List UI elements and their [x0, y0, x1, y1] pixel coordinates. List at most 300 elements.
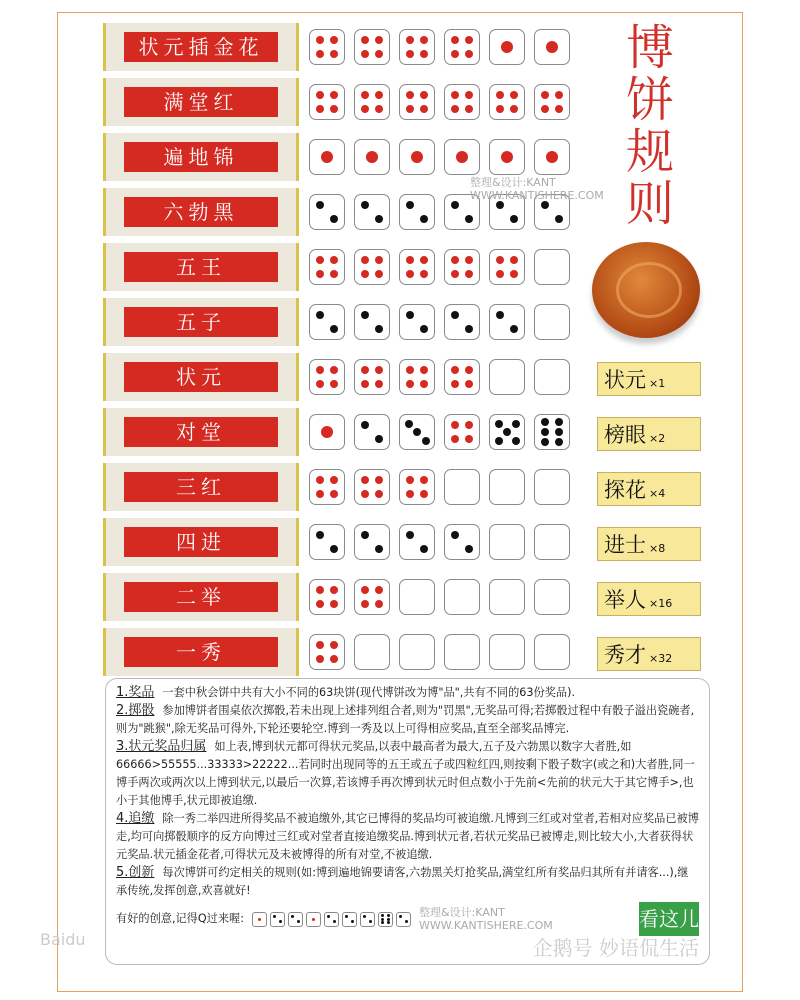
watermark-top	[470, 176, 604, 202]
die-blank-icon	[534, 359, 570, 395]
die-face-4-icon	[309, 359, 345, 395]
pip	[316, 36, 324, 44]
rule-heading: 2.掷骰	[116, 703, 155, 718]
pip	[510, 91, 518, 99]
pip	[406, 201, 414, 209]
combination-name: 遍地锦	[124, 142, 278, 172]
pip	[451, 91, 459, 99]
pip	[405, 920, 408, 923]
combination-row	[103, 406, 583, 458]
pip	[375, 490, 383, 498]
pip	[451, 366, 459, 374]
pip	[512, 437, 520, 445]
pip	[330, 50, 338, 58]
pip	[375, 105, 383, 113]
pip	[316, 655, 324, 663]
pip	[510, 325, 518, 333]
pip	[546, 151, 558, 163]
rule-heading: 4.追缴	[116, 811, 155, 826]
die-face-2-icon	[354, 524, 390, 560]
die-face-4-icon	[309, 84, 345, 120]
pip	[361, 91, 369, 99]
dice-set	[309, 469, 570, 505]
dice-set	[309, 249, 570, 285]
pip	[422, 437, 430, 445]
pip	[297, 920, 300, 923]
die-face-2-icon	[309, 194, 345, 230]
combination-row	[103, 241, 583, 293]
rule-text: 一套中秋会饼中共有大小不同的63块饼(现代博饼改为博"品",共有不同的63份奖品).	[162, 686, 576, 699]
pip	[316, 380, 324, 388]
pip	[555, 91, 563, 99]
rule-text: 除一秀二举四进所得奖品不被追缴外,其它已博得的奖品均可被追缴.凡博到三红或对堂者,若相对应奖品已被博走,均可向掷骰顺序的反方向博过三红或对堂者直接追缴奖品.博到状元者,若状元奖品已被博走,则比较大小,大者获得状元奖品.状元插金花者,可得状元及未被博得的所有对堂,不被追缴.	[116, 812, 699, 861]
pip	[541, 428, 549, 436]
prize-count: ×2	[649, 432, 666, 445]
pip	[361, 201, 369, 209]
die-face-1-icon	[534, 139, 570, 175]
pip	[405, 420, 413, 428]
pip	[451, 36, 459, 44]
die-face-2-icon	[354, 304, 390, 340]
pip	[375, 600, 383, 608]
watermark-bottom	[419, 906, 553, 932]
die-blank-icon	[534, 249, 570, 285]
rule-text: 每次博饼可约定相关的规则(如:博到遍地锦要请客,六勃黑关灯抢奖品,满堂红所有奖品归其所有并请客...),继承传统,发挥创意,欢喜就好!	[116, 866, 689, 897]
pip	[465, 380, 473, 388]
pip	[451, 531, 459, 539]
pip	[291, 915, 294, 918]
rule-paragraph	[116, 684, 699, 702]
die-face-2-icon	[324, 912, 339, 927]
pip	[375, 545, 383, 553]
die-face-4-icon	[489, 249, 525, 285]
die-face-2-icon	[309, 524, 345, 560]
scroll-label	[103, 463, 299, 511]
die-face-4-icon	[309, 579, 345, 615]
watermark-design-bottom: 整理&设计:KANT	[419, 906, 505, 919]
footer-text: 有好的创意,记得Q过来喔:	[116, 912, 245, 925]
pip	[420, 325, 428, 333]
pip	[375, 325, 383, 333]
die-face-2-icon	[396, 912, 411, 927]
pip	[420, 36, 428, 44]
rule-paragraph	[116, 738, 699, 810]
pip	[330, 256, 338, 264]
die-face-4-icon	[354, 469, 390, 505]
die-face-4-icon	[399, 84, 435, 120]
die-face-2-icon	[489, 304, 525, 340]
dice-set	[309, 524, 570, 560]
pip	[361, 366, 369, 374]
pip	[451, 50, 459, 58]
pip	[387, 914, 390, 917]
pip	[546, 41, 558, 53]
die-face-6-icon	[378, 912, 393, 927]
rule-heading: 3.状元奖品归属	[116, 739, 207, 754]
pip	[361, 476, 369, 484]
pip	[273, 915, 276, 918]
pip	[312, 918, 315, 921]
pip	[330, 641, 338, 649]
pip	[361, 256, 369, 264]
pip	[496, 256, 504, 264]
pip	[420, 270, 428, 278]
combination-row	[103, 76, 583, 128]
pip	[375, 256, 383, 264]
pip	[501, 151, 513, 163]
die-face-4-icon	[354, 359, 390, 395]
pip	[451, 105, 459, 113]
combination-row	[103, 351, 583, 403]
die-face-2-icon	[270, 912, 285, 927]
pip	[406, 490, 414, 498]
pip	[420, 105, 428, 113]
pip	[465, 215, 473, 223]
scroll-label	[103, 573, 299, 621]
pip	[413, 428, 421, 436]
combination-name: 五王	[124, 252, 278, 282]
combination-row	[103, 296, 583, 348]
prize-badge	[597, 417, 701, 451]
die-blank-icon	[489, 634, 525, 670]
pip	[541, 438, 549, 446]
pip	[330, 476, 338, 484]
pip	[316, 476, 324, 484]
pip	[541, 91, 549, 99]
dice-set	[309, 414, 570, 450]
prize-badge	[597, 472, 701, 506]
pip	[361, 490, 369, 498]
pip	[375, 270, 383, 278]
pip	[406, 380, 414, 388]
pip	[330, 586, 338, 594]
scroll-label	[103, 628, 299, 676]
die-face-3-icon	[399, 414, 435, 450]
pip	[361, 311, 369, 319]
scroll-label	[103, 188, 299, 236]
watermark-qq: 企鹅号 妙语侃生活	[532, 936, 699, 960]
die-face-2-icon	[399, 524, 435, 560]
die-face-4-icon	[309, 634, 345, 670]
pip	[451, 311, 459, 319]
pip	[496, 91, 504, 99]
combination-name: 一秀	[124, 637, 278, 667]
pip	[503, 428, 511, 436]
die-face-4-icon	[354, 579, 390, 615]
prize-count: ×16	[649, 597, 673, 610]
pip	[510, 270, 518, 278]
watermark-design: 整理&设计:KANT	[470, 176, 556, 189]
pip	[496, 105, 504, 113]
footer-line	[116, 902, 699, 936]
pip	[381, 914, 384, 917]
die-blank-icon	[444, 579, 480, 615]
pip	[420, 256, 428, 264]
pip	[321, 151, 333, 163]
pip	[387, 918, 390, 921]
combination-name: 二举	[124, 582, 278, 612]
pip	[406, 270, 414, 278]
pip	[316, 256, 324, 264]
pip	[420, 91, 428, 99]
combination-row	[103, 516, 583, 568]
die-face-4-icon	[444, 84, 480, 120]
pip	[406, 50, 414, 58]
die-face-4-icon	[354, 84, 390, 120]
scroll-label	[103, 298, 299, 346]
pip	[333, 920, 336, 923]
dice-set	[309, 359, 570, 395]
dice-set	[309, 304, 570, 340]
pip	[465, 325, 473, 333]
prize-count: ×8	[649, 542, 666, 555]
die-face-2-icon	[444, 524, 480, 560]
pip	[361, 600, 369, 608]
pip	[420, 490, 428, 498]
die-face-4-icon	[399, 249, 435, 285]
pip	[361, 586, 369, 594]
prize-name: 探花	[604, 478, 646, 502]
pip	[465, 545, 473, 553]
pip	[512, 420, 520, 428]
combination-row	[103, 21, 583, 73]
die-face-1-icon	[444, 139, 480, 175]
combination-row	[103, 461, 583, 513]
pip	[465, 36, 473, 44]
pip	[387, 921, 390, 924]
die-face-1-icon	[252, 912, 267, 927]
prize-badge	[597, 362, 701, 396]
pip	[406, 531, 414, 539]
pip	[361, 50, 369, 58]
pip	[465, 91, 473, 99]
combination-name: 六勃黑	[124, 197, 278, 227]
dice-set	[309, 139, 570, 175]
pip	[330, 215, 338, 223]
pip	[316, 50, 324, 58]
combination-row	[103, 626, 583, 678]
mooncake-image	[592, 242, 700, 338]
die-blank-icon	[534, 524, 570, 560]
rule-paragraph	[116, 810, 699, 864]
rule-heading: 5.创新	[116, 865, 155, 880]
pip	[406, 366, 414, 374]
die-face-4-icon	[444, 29, 480, 65]
die-blank-icon	[444, 469, 480, 505]
pip	[501, 41, 513, 53]
rules-box	[105, 678, 710, 965]
pip	[330, 36, 338, 44]
pip	[279, 920, 282, 923]
pip	[361, 531, 369, 539]
die-face-5-icon	[489, 414, 525, 450]
die-blank-icon	[444, 634, 480, 670]
pip	[316, 105, 324, 113]
pip	[555, 428, 563, 436]
die-blank-icon	[399, 579, 435, 615]
prize-count: ×4	[649, 487, 666, 500]
die-blank-icon	[534, 304, 570, 340]
die-face-2-icon	[309, 304, 345, 340]
die-face-4-icon	[309, 469, 345, 505]
pip	[361, 36, 369, 44]
die-face-4-icon	[399, 29, 435, 65]
die-blank-icon	[534, 634, 570, 670]
pip	[330, 270, 338, 278]
pip	[420, 366, 428, 374]
pip	[330, 655, 338, 663]
rule-text: 如上表,博到状元都可得状元奖品,以表中最高者为最大,五子及六勃黑以数字大者胜,如66666>55555...33333>22222...若同时出现同等的五王或五子或四粒红四,则按剩下骰子数字(或之和)大者胜,同一博手两次或两次以上博到状元,以最后一次算,若该博手再次博到状元时但点数小于先前<先前的状元大于其它博手>,也小于其他博手,状元即被追缴.	[116, 740, 695, 807]
pip	[541, 105, 549, 113]
pip	[316, 600, 324, 608]
rule-heading: 1.奖品	[116, 685, 155, 700]
pip	[375, 476, 383, 484]
pip	[451, 201, 459, 209]
scroll-label	[103, 133, 299, 181]
rule-text: 参加博饼者围桌依次掷骰,若未出现上述排列组合者,则为"罚黑",无奖品可得;若掷骰过程中有骰子溢出瓷碗者,则为"跳猴",除无奖品可得外,下轮还要轮空.博到一秀及以上可得相应奖品,直至全部奖品博完.	[116, 704, 695, 735]
scroll-label	[103, 518, 299, 566]
pip	[361, 421, 369, 429]
pip	[451, 435, 459, 443]
pip	[330, 380, 338, 388]
pip	[510, 256, 518, 264]
pip	[351, 920, 354, 923]
pip	[406, 105, 414, 113]
pip	[375, 215, 383, 223]
die-face-4-icon	[309, 29, 345, 65]
die-face-1-icon	[399, 139, 435, 175]
die-face-6-icon	[534, 414, 570, 450]
die-face-2-icon	[399, 304, 435, 340]
pip	[541, 418, 549, 426]
die-blank-icon	[534, 579, 570, 615]
die-face-4-icon	[489, 84, 525, 120]
prize-name: 秀才	[604, 643, 646, 667]
dice-set	[309, 29, 570, 65]
pip	[555, 418, 563, 426]
die-face-2-icon	[360, 912, 375, 927]
pip	[496, 270, 504, 278]
pip	[420, 476, 428, 484]
pip	[465, 105, 473, 113]
pip	[375, 380, 383, 388]
pip	[465, 435, 473, 443]
pip	[321, 426, 333, 438]
pip	[330, 600, 338, 608]
prize-count: ×1	[649, 377, 666, 390]
pip	[381, 918, 384, 921]
pip	[406, 91, 414, 99]
pip	[327, 915, 330, 918]
pip	[411, 151, 423, 163]
combination-name: 四进	[124, 527, 278, 557]
prize-name: 进士	[604, 533, 646, 557]
die-face-2-icon	[354, 194, 390, 230]
die-blank-icon	[489, 469, 525, 505]
scroll-label	[103, 408, 299, 456]
combination-name: 五子	[124, 307, 278, 337]
scroll-label	[103, 243, 299, 291]
pip	[495, 420, 503, 428]
pip	[330, 490, 338, 498]
pip	[375, 36, 383, 44]
pip	[330, 325, 338, 333]
pip	[316, 531, 324, 539]
pip	[406, 36, 414, 44]
pip	[465, 270, 473, 278]
die-face-2-icon	[444, 304, 480, 340]
die-face-4-icon	[444, 414, 480, 450]
scroll-label	[103, 23, 299, 71]
die-face-1-icon	[306, 912, 321, 927]
pip	[451, 380, 459, 388]
pip	[465, 256, 473, 264]
pip	[420, 215, 428, 223]
pip	[361, 380, 369, 388]
die-face-1-icon	[309, 414, 345, 450]
page-title: 博饼规则	[625, 20, 674, 232]
pip	[406, 476, 414, 484]
pip	[330, 91, 338, 99]
die-blank-icon	[399, 634, 435, 670]
pip	[363, 915, 366, 918]
watermark-site-bottom: WWW.KANTISHERE.COM	[419, 919, 553, 932]
die-face-4-icon	[399, 469, 435, 505]
pip	[451, 421, 459, 429]
die-face-4-icon	[444, 359, 480, 395]
watermark-baidu: Baidu	[40, 930, 86, 949]
pip	[456, 151, 468, 163]
prize-badge	[597, 582, 701, 616]
pip	[381, 921, 384, 924]
die-face-2-icon	[288, 912, 303, 927]
die-face-1-icon	[489, 29, 525, 65]
combination-name: 状元	[124, 362, 278, 392]
dice-set	[309, 84, 570, 120]
pip	[330, 366, 338, 374]
combination-name: 满堂红	[124, 87, 278, 117]
pip	[316, 586, 324, 594]
pip	[555, 438, 563, 446]
pip	[510, 105, 518, 113]
die-blank-icon	[489, 579, 525, 615]
die-face-1-icon	[309, 139, 345, 175]
pip	[420, 545, 428, 553]
die-face-2-icon	[342, 912, 357, 927]
prize-badge	[597, 527, 701, 561]
pip	[316, 366, 324, 374]
pip	[399, 915, 402, 918]
pip	[330, 545, 338, 553]
pip	[369, 920, 372, 923]
pip	[258, 918, 261, 921]
pip	[316, 91, 324, 99]
qq-number-dice	[252, 912, 411, 927]
die-blank-icon	[489, 359, 525, 395]
rule-paragraph	[116, 864, 699, 900]
pip	[375, 586, 383, 594]
pip	[316, 311, 324, 319]
logo: 看这儿	[639, 902, 699, 936]
pip	[361, 105, 369, 113]
pip	[406, 311, 414, 319]
pip	[496, 311, 504, 319]
pip	[345, 915, 348, 918]
prize-name: 榜眼	[604, 423, 646, 447]
die-face-4-icon	[534, 84, 570, 120]
pip	[465, 50, 473, 58]
die-face-1-icon	[489, 139, 525, 175]
